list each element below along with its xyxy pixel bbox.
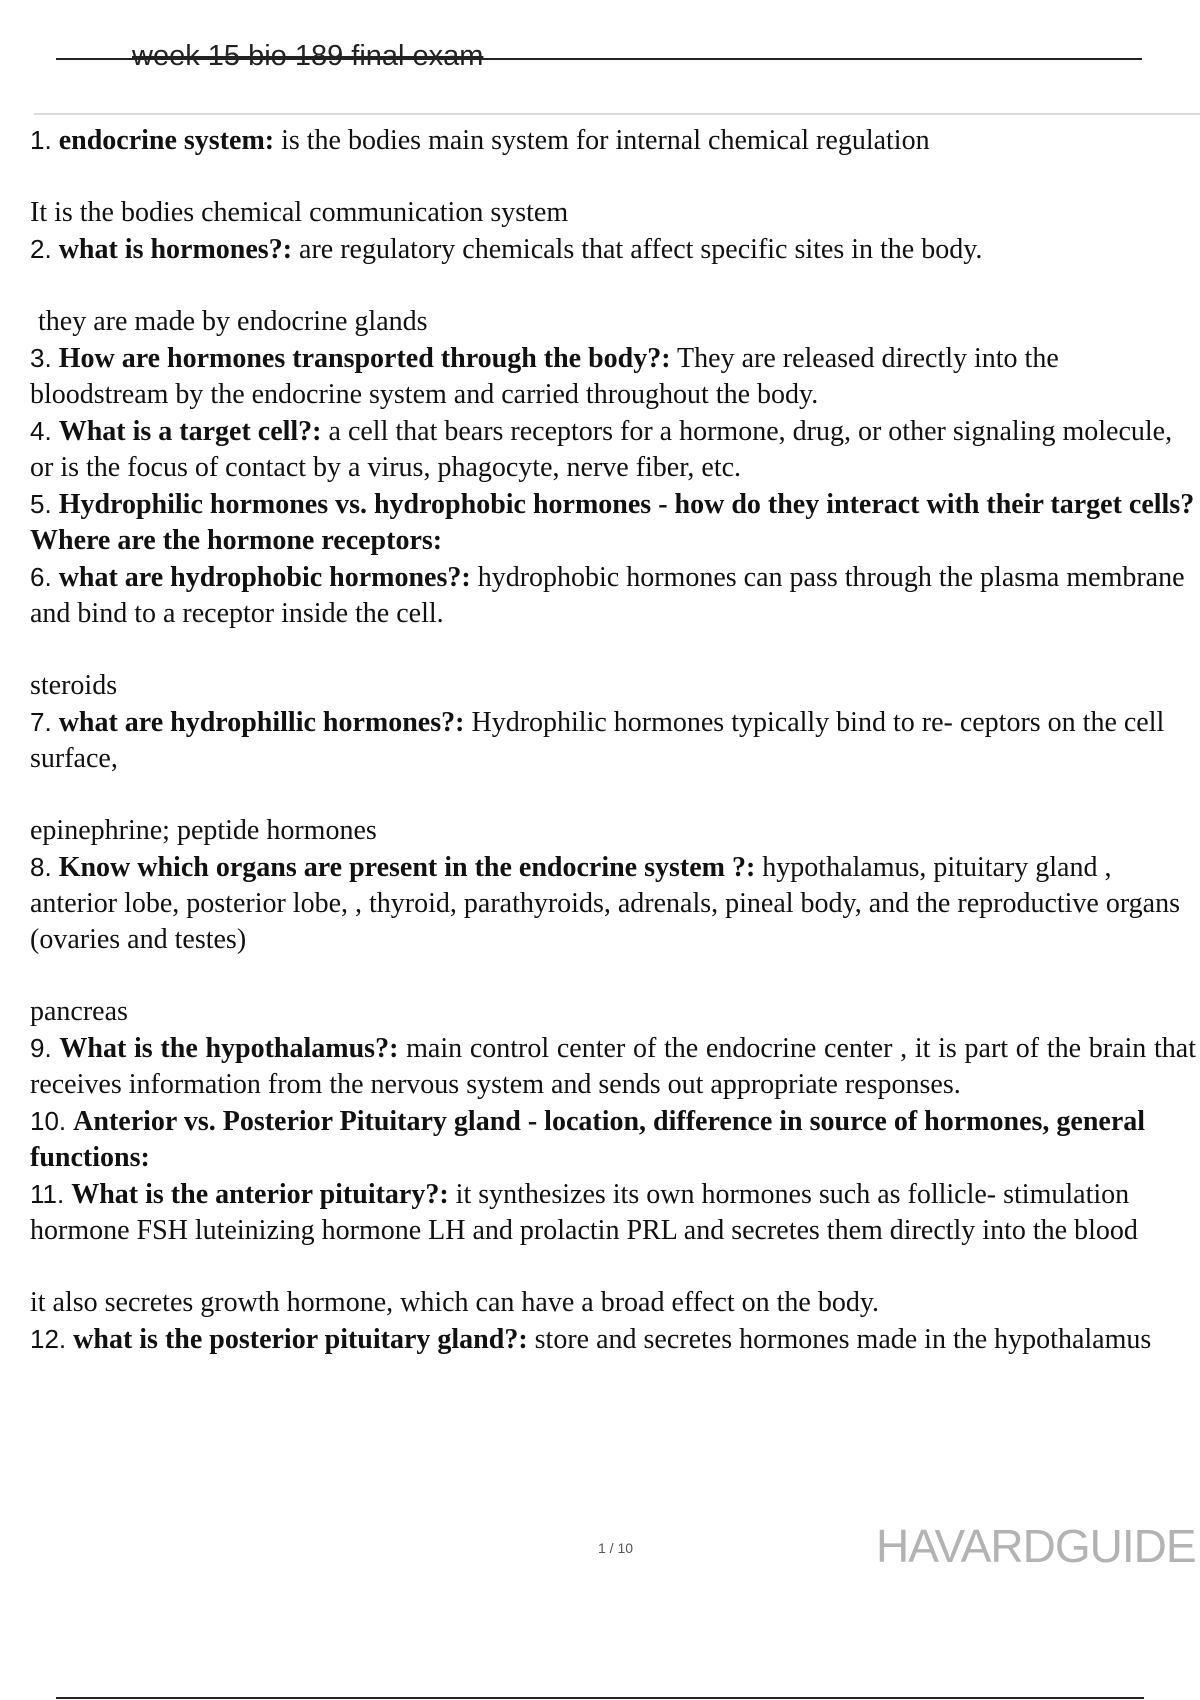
card-term: How are hormones transported through the body?: [58, 343, 671, 374]
card-number: 11. [30, 1179, 65, 1209]
card-term: What is the anterior pituitary?: [71, 1179, 449, 1210]
card-definition: hydrophobic hormones can pass through the plasma membrane and bind to a receptor inside the cell. [30, 562, 1185, 629]
card-term: endocrine system: [58, 125, 275, 156]
card-term: what are hydrophobic hormones?: [58, 562, 471, 593]
card-note: It is the bodies chemical communication system [30, 197, 569, 228]
card-number: 5. [30, 489, 52, 519]
card-number: 7. [30, 707, 52, 737]
card-definition: is the bodies main system for internal chemical regulation [274, 125, 930, 156]
card-definition: main control center of the endocrine center , it is part of the brain that receives information from the nervous system and sends out appropriate responses. [30, 1033, 1196, 1100]
card-note: steroids [30, 670, 118, 701]
card-7 [30, 704, 1196, 777]
card-11 [30, 1176, 1196, 1249]
card-number: 3. [30, 343, 52, 373]
card-definition: store and secretes hormones made in the hypothalamus [527, 1324, 1152, 1355]
card-definition: a cell that bears receptors for a hormone, drug, or other signaling molecule, or is the focus of contact by a virus, phagocyte, nerve fiber, etc. [30, 416, 1173, 483]
card-note: it also secretes growth hormone, which can have a broad effect on the body. [30, 1287, 880, 1318]
card-term: what is the posterior pituitary gland?: [73, 1324, 528, 1355]
card-term: what is hormones?: [58, 234, 293, 265]
card-term: Hydrophilic hormones vs. hydrophobic hormones - how do they interact with their target cells? Where are the hormone receptors: [30, 489, 1195, 556]
card-term: Know which organs are present in the endocrine system ?: [58, 852, 756, 883]
card-1 [30, 122, 1196, 159]
card-8 [30, 849, 1196, 958]
card-number: 12. [30, 1324, 67, 1354]
card-number: 1. [30, 125, 52, 155]
card-9 [30, 1030, 1196, 1103]
card-definition: Hydrophilic hormones typically bind to re- ceptors on the cell surface, [30, 707, 1165, 774]
card-note: epinephrine; peptide hormones [30, 815, 377, 846]
card-term: what are hydrophillic hormones?: [58, 707, 465, 738]
page-header [56, 36, 1142, 76]
card-number: 4. [30, 416, 52, 446]
card-10 [30, 1103, 1196, 1176]
footer-rule [56, 1697, 1144, 1699]
card-note: pancreas [30, 996, 128, 1027]
card-term: Anterior vs. Posterior Pituitary gland - location, difference in source of hormones, general functions: [30, 1106, 1146, 1173]
content-divider [34, 113, 1200, 115]
card-definition: They are released directly into the bloodstream by the endocrine system and carried throughout the body. [30, 343, 1059, 410]
card-number: 2. [30, 234, 52, 264]
card-term: What is a target cell?: [58, 416, 322, 447]
card-note: they are made by endocrine glands [38, 306, 428, 337]
card-definition: it synthesizes its own hormones such as follicle- stimulation hormone FSH luteinizing hormone LH and prolactin PRL and secretes them directly into the blood [30, 1179, 1138, 1246]
card-2 [30, 231, 1196, 268]
page-footer [0, 1506, 1200, 1576]
page-number: 1 / 10 [598, 1540, 634, 1556]
card-6 [30, 559, 1196, 632]
card-number: 9. [30, 1033, 52, 1063]
card-3 [30, 340, 1196, 413]
card-number: 10. [30, 1106, 67, 1136]
card-number: 6. [30, 562, 52, 592]
card-definition: hypothalamus, pituitary gland , anterior lobe, posterior lobe, , thyroid, parathyroids, adrenals, pineal body, and the reproductive organs (ovaries and testes) [30, 852, 1180, 955]
document-title: week 15 bio 189 final exam [132, 40, 484, 72]
card-5 [30, 486, 1196, 559]
flashcard-list [30, 122, 1196, 1358]
card-term: What is the hypothalamus?: [59, 1033, 399, 1064]
brand-watermark: HAVARDGUIDE [876, 1520, 1196, 1572]
card-4 [30, 413, 1196, 486]
card-definition: are regulatory chemicals that affect specific sites in the body. [292, 234, 983, 265]
card-number: 8. [30, 852, 52, 882]
card-12 [30, 1321, 1196, 1358]
